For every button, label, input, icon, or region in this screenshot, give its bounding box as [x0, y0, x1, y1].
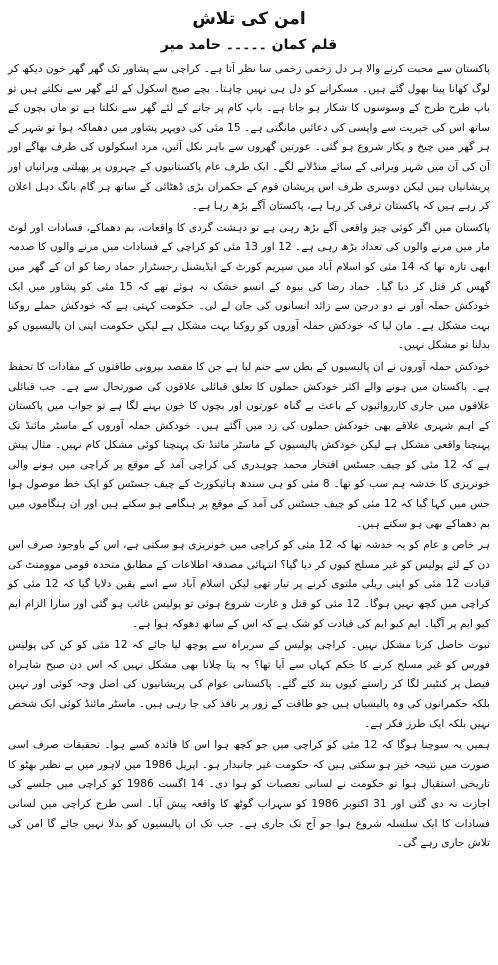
body-paragraph: ہمیں یہ سوچنا ہوگا کہ 12 مئی کو کراچی میں جو کچھ ہوا اس کا فائدہ کسے ہوا۔ تحقیقات صرف اسی صورت میں نتیجہ خیز ہو سکتی ہیں کہ حکومت غیر جانبدار ہو۔ اپریل 1986 میں لاہور میں بے نظیر بھٹو کا تاریخی استقبال ہوا تو حکومت نے لسانی تعصبات کو ہوا دی۔ 14 اگست 1986 کو کراچی میں جلسے کی اجازت نہ دی گئی اور 31 اکتوبر 1986 کو سہراب گوٹھ کا واقعہ پیش آیا۔ اسی طرح کراچی میں لسانی فسادات کا ایک سلسلہ شروع ہوا جو آج تک جاری ہے۔ جب تک ان پالیسیوں کو بدلا نہیں جائے گا امن کی تلاش جاری رہے گی۔: [8, 739, 491, 850]
column-body: [8, 60, 490, 854]
column-byline: قلم کمان ۔۔۔۔۔ حامد میر: [160, 37, 338, 53]
body-paragraph: ہر خاص و عام کو یہ خدشہ تھا کہ 12 مئی کو کراچی میں خونریزی ہو سکتی ہے، اس کے باوجود صرف اس دن کے لئے پولیس کو غیر مسلح کیوں کر دیا گیا؟ انتہائی مصدقہ اطلاعات کے مطابق متحدہ قومی موومنٹ کی قیادت 12 مئی کو اپنی ریلی ملتوی کرنے پر تیار تھی لیکن اسلام آباد سے اسے یقین دلایا گیا کہ 12 مئی کو کراچی میں کچھ نہیں ہوگا۔ 12 مئی کو قتل و غارت شروع ہوئی تو پولیس غائب ہو گئی اور سارا الزام ایم کیو ایم پر آگیا۔ ایم کیو ایم کی قیادت کو شک ہے کہ اس کے ساتھ دھوکہ ہوا ہے۔: [8, 539, 491, 630]
column-title: امن کی تلاش: [192, 9, 306, 29]
body-paragraph: ثبوت حاصل کرنا مشکل نہیں۔ کراچی پولیس کے سربراہ سے پوچھ لیا جائے کہ 12 مئی کو کن کی پولیس فورس کو غیر مسلح کرنے کا حکم کہاں سے آیا تھا؟ یہ پتا چلانا بھی مشکل نہیں کہ اس دن صبح شاہراہ فیصل پر کنٹینر لگا کر راستے کیوں بند کئے گئے۔ پاکستانی عوام کی پریشانیوں کی اصل وجہ کوئی اور نہیں بلکہ حکمرانوں کی وہ پالیسیاں ہیں جو طاقت کے زور پر نافذ کی جا رہی ہیں۔ ماسٹر مائنڈ کوئی ایک شخص نہیں بلکہ ایک طرز فکر ہے۔: [8, 639, 490, 730]
body-paragraph: خودکش حملہ آوروں نے ان پالیسیوں کے بطن سے جنم لیا ہے جن کا مقصد بیرونی طاقتوں کے مفادات کا تحفظ ہے۔ پاکستان میں ہونے والے اکثر خودکش حملوں کا تعلق قبائلی علاقوں کی صورتحال سے ہے۔ جب قبائلی علاقوں میں جاری کارروائیوں کے باعث بے گناہ عورتوں اور بچوں کا خون بہنے لگا ہے تو جواب میں پاکستان کے اہم شہری علاقے بھی خودکش حملوں کی زد میں آگئے ہیں۔ خودکش حملہ آوروں کے ماسٹر مائنڈ تک پہنچنا واقعی مشکل ہے لیکن خودکش پالیسیوں کے ماسٹر مائنڈ تک پہنچنا کوئی مشکل کام نہیں۔ مثال پیش ہے کہ 12 مئی کو چیف جسٹس افتخار محمد چوہدری کی کراچی آمد کے موقع پر کراچی میں ہونے والی خونریزی کا خدشہ ہم سب کو تھا۔ 8 مئی کو ہی سندھ ہائیکورٹ کے چیف جسٹس کو ایک خط موصول ہوا جس میں کہا گیا کہ 12 مئی کو چیف جسٹس کی آمد کے موقع پر ہنگامے ہو سکتے ہیں اور ان ہنگاموں میں بم دھماکے بھی ہو سکتے ہیں۔: [8, 360, 490, 530]
body-paragraph: پاکستان سے محبت کرنے والا ہر دل زخمی زخمی سا نظر آتا ہے۔ کراچی سے پشاور تک گھر گھر خون دیکھ کر لوگ کھانا پینا بھول گئے ہیں۔ مسکرانے کو دل ہی نہیں چاہتا۔ بچے صبح اسکول کے لئے گھر سے نکلتے ہیں تو باپ طرح طرح کے وسوسوں کا شکار ہو جاتا ہے۔ باپ کام پر جانے کے لئے گھر سے نکلتا ہے تو ماں بچوں کے ساتھ اس کی خیریت سے واپسی کی دعائیں مانگتی ہے۔ 15 مئی کی دوپہر پشاور میں دھماکہ ہوا تو شہر کے ہر گھر میں چیخ و پکار شروع ہو گئی۔ عورتیں گھروں سے باہر نکل آئیں، مرد اسکولوں کی طرف بھاگے اور آن کی آن میں شہر ویرانی کے سائے منڈلانے لگے۔ ایک طرف عام پاکستانیوں کے چہروں پر پھیلتی ویرانیاں اور پریشانیاں ہیں لیکن دوسری طرف اس پریشان قوم کے حکمران بڑی ڈھٹائی کے ساتھ ہر گام بانگ دہل اعلان کر رہے ہیں کہ پاکستان ترقی کر رہا ہے، پاکستان آگے بڑھ رہا ہے۔: [8, 63, 490, 213]
body-paragraph: پاکستان میں اگر کوئی چیز واقعی آگے بڑھ رہی ہے تو دہشت گردی کا واقعات، بم دھماکے، فسادات اور لوٹ مار میں مرنے والوں کی تعداد بڑھ رہی ہے۔ 12 اور 13 مئی کو کراچی کے فسادات میں مرنے والوں کا صدمہ ابھی تازہ تھا کہ 14 مئی کو اسلام آباد میں سپریم کورٹ کے ایڈیشنل رجسٹرار حماد رضا کو ان کے گھر میں گھس کر قتل کر دیا گیا۔ حماد رضا کی بیوہ کے انسو خشک نہ ہوئے تھے کہ 15 مئی کو پشاور میں ایک خودکش حملہ آور نے دو درجن سے زائد انسانوں کی جان لے لی۔ حکومت کہتی ہے کہ خودکش حملے روکنا بہت مشکل ہے۔ مان لیا کہ خودکش حملہ آوروں کو روکنا بہت مشکل ہے لیکن حکومت اپنی ان پالیسیوں کو بدلنا تو مشکل نہیں۔: [8, 221, 490, 352]
